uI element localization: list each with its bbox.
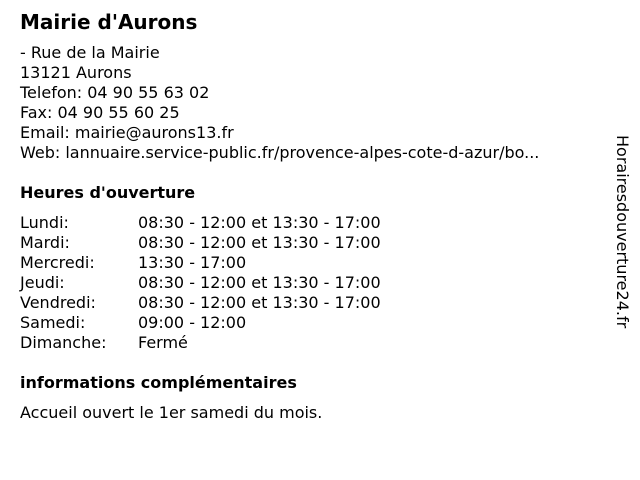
day-label: Vendredi: [20,293,96,312]
hours-row-thursday [20,273,381,293]
day-label: Jeudi: [20,273,65,292]
day-label: Mercredi: [20,253,95,272]
email-text: Email: mairie@aurons13.fr [20,123,234,142]
hours-row-sunday [20,333,381,353]
time-value: 08:30 - 12:00 et 13:30 - 17:00 [138,213,381,232]
hours-row-tuesday [20,233,381,253]
hours-row-saturday [20,313,381,333]
web-text: Web: lannuaire.service-public.fr/provence-alpes-cote-d-azur/bo... [20,143,540,162]
time-value: Fermé [138,333,188,352]
time-value: 13:30 - 17:00 [138,253,247,272]
day-label: Dimanche: [20,333,107,352]
day-label: Lundi: [20,213,69,232]
info-heading: informations complémentaires [20,373,297,392]
page-title: Mairie d'Aurons [20,10,198,34]
time-value: 09:00 - 12:00 [138,313,247,332]
street-text: - Rue de la Mairie [20,43,160,62]
time-value: 08:30 - 12:00 et 13:30 - 17:00 [138,233,381,252]
day-label: Samedi: [20,313,86,332]
fax-text: Fax: 04 90 55 60 25 [20,103,180,122]
phone-text: Telefon: 04 90 55 63 02 [20,83,210,102]
hours-table [20,213,381,353]
city-text: 13121 Aurons [20,63,132,82]
hours-row-friday [20,293,381,313]
hours-row-wednesday [20,253,381,273]
hours-row-monday [20,213,381,233]
day-label: Mardi: [20,233,70,252]
info-text: Accueil ouvert le 1er samedi du mois. [20,403,323,422]
hours-heading: Heures d'ouverture [20,183,196,202]
watermark-text: Horairesdouverture24.fr [613,135,632,329]
time-value: 08:30 - 12:00 et 13:30 - 17:00 [138,273,381,292]
time-value: 08:30 - 12:00 et 13:30 - 17:00 [138,293,381,312]
address-block [20,43,539,163]
